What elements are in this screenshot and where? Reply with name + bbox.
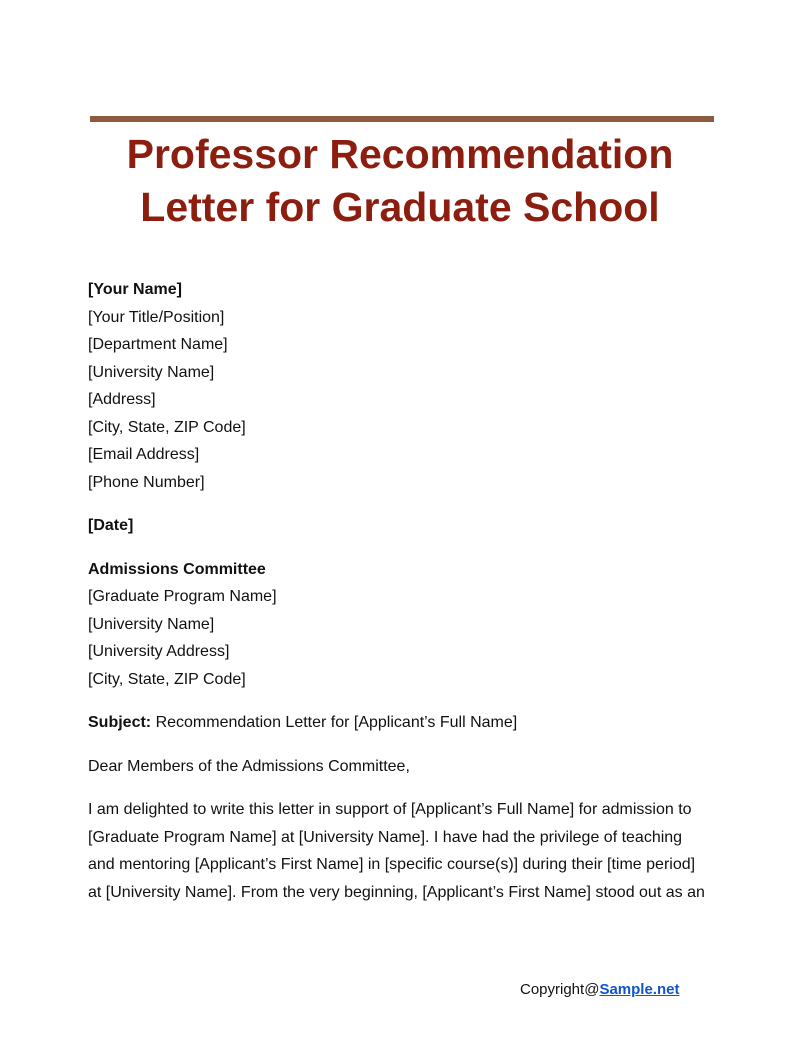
recipient-address: [University Address] <box>88 643 230 660</box>
copyright-footer <box>520 980 679 1000</box>
salutation: Dear Members of the Admissions Committee, <box>88 757 410 775</box>
page-title <box>88 128 712 234</box>
sender-city-state-zip: [City, State, ZIP Code] <box>88 418 246 436</box>
title-line-1: Professor Recommendation <box>126 131 674 177</box>
title-divider <box>90 116 714 122</box>
letter-date: [Date] <box>88 517 134 534</box>
sender-university: [University Name] <box>88 363 215 381</box>
sender-email: [Email Address] <box>88 446 200 463</box>
recipient-program: [Graduate Program Name] <box>88 588 277 605</box>
recipient-committee: Admissions Committee <box>88 560 266 578</box>
recipient-block <box>88 556 712 694</box>
sender-address: [Address] <box>88 391 156 408</box>
recipient-university: [University Name] <box>88 615 215 633</box>
subject-text: Recommendation Letter for [Applicant’s Full Name] <box>151 714 518 731</box>
body-paragraph: I am delighted to write this letter in support of [Applicant’s Full Name] for admission to [Graduate Program Name] at [University Name]. I have had the privilege of teaching and mentoring [Applicant’s First Name] in [specific course(s)] during their [time period] at [University Name]. From the very beginning, [Applicant’s First Name] stood out as an <box>88 801 705 901</box>
sender-title: [Your Title/Position] <box>88 308 225 326</box>
sender-phone: [Phone Number] <box>88 473 205 491</box>
sender-name: [Your Name] <box>88 281 182 298</box>
sender-block <box>88 276 712 496</box>
title-line-2: Letter for Graduate School <box>140 184 660 230</box>
recipient-city-state-zip: [City, State, ZIP Code] <box>88 670 246 688</box>
sender-department: [Department Name] <box>88 336 228 353</box>
letter-body <box>88 276 712 906</box>
subject-line <box>88 709 712 737</box>
copyright-text: Copyright@ <box>520 981 600 998</box>
subject-label: Subject: <box>88 714 152 731</box>
sample-net-link[interactable]: Sample.net <box>599 981 680 998</box>
